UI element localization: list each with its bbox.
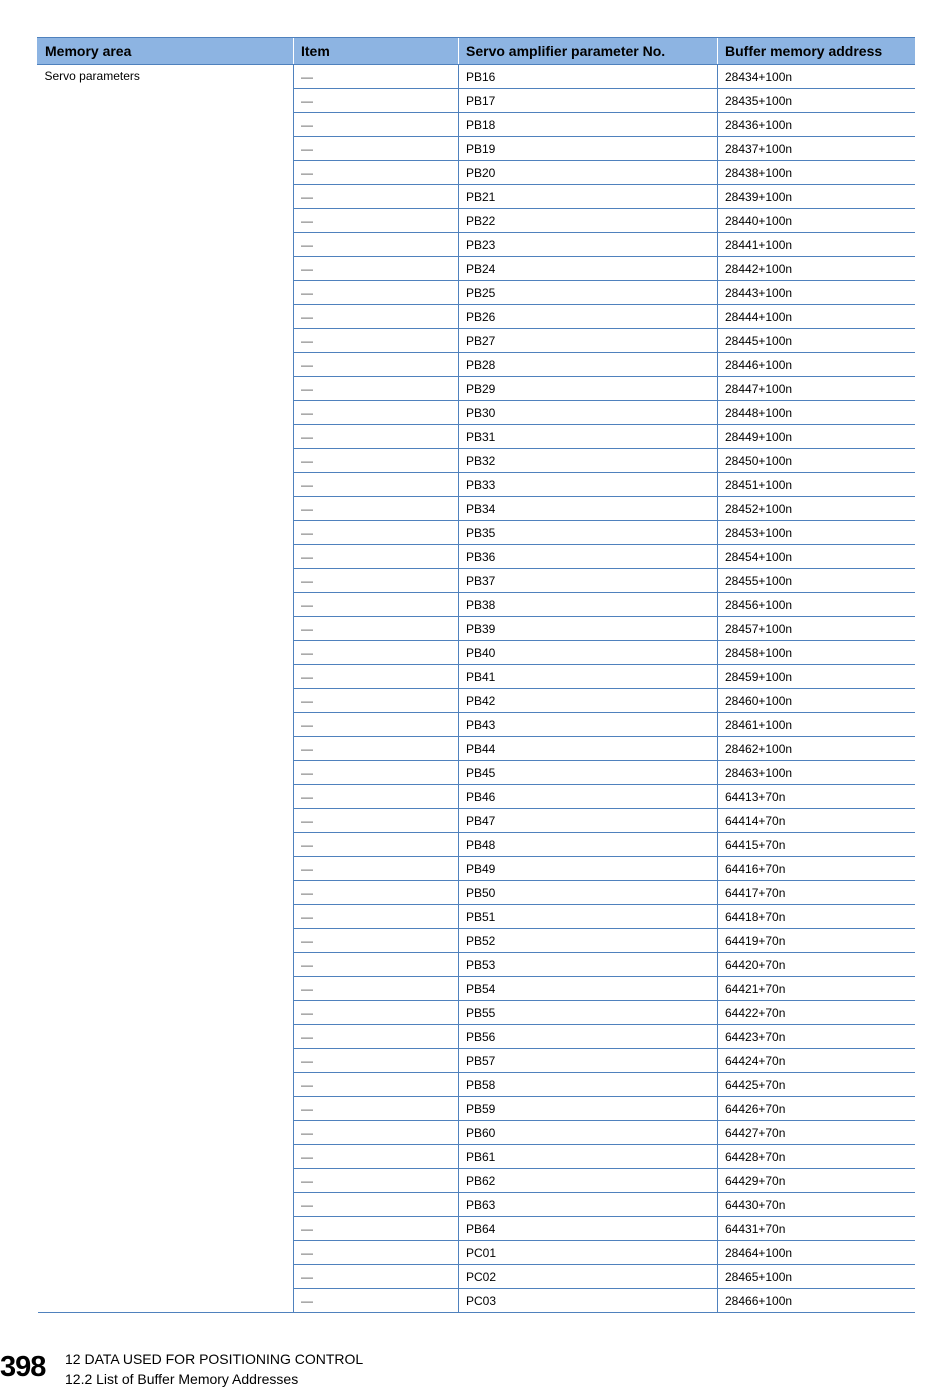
buffer-address-cell: 28459+100n — [718, 665, 915, 689]
parameter-no-cell: PB20 — [459, 161, 718, 185]
buffer-address-cell: 64417+70n — [718, 881, 915, 905]
item-cell: — — [294, 113, 459, 137]
parameter-no-cell: PB31 — [459, 425, 718, 449]
table-header-row — [38, 38, 915, 65]
buffer-memory-table — [37, 37, 915, 1313]
parameter-no-cell: PB61 — [459, 1145, 718, 1169]
parameter-no-cell: PB47 — [459, 809, 718, 833]
item-cell: — — [294, 401, 459, 425]
parameter-no-cell: PB22 — [459, 209, 718, 233]
table-row — [38, 65, 915, 89]
buffer-address-cell: 28453+100n — [718, 521, 915, 545]
item-cell: — — [294, 737, 459, 761]
parameter-no-cell: PB27 — [459, 329, 718, 353]
parameter-no-cell: PB16 — [459, 65, 718, 89]
item-cell: — — [294, 1049, 459, 1073]
item-cell: — — [294, 305, 459, 329]
item-cell: — — [294, 209, 459, 233]
item-cell: — — [294, 713, 459, 737]
buffer-address-cell: 28457+100n — [718, 617, 915, 641]
parameter-no-cell: PB40 — [459, 641, 718, 665]
parameter-no-cell: PB36 — [459, 545, 718, 569]
buffer-address-cell: 28443+100n — [718, 281, 915, 305]
parameter-no-cell: PB28 — [459, 353, 718, 377]
item-cell: — — [294, 1121, 459, 1145]
buffer-address-cell: 28456+100n — [718, 593, 915, 617]
parameter-no-cell: PB46 — [459, 785, 718, 809]
buffer-address-cell: 28434+100n — [718, 65, 915, 89]
item-cell: — — [294, 641, 459, 665]
buffer-address-cell: 28466+100n — [718, 1289, 915, 1313]
parameter-no-cell: PB58 — [459, 1073, 718, 1097]
parameter-no-cell: PB56 — [459, 1025, 718, 1049]
item-cell: — — [294, 161, 459, 185]
buffer-address-cell: 28464+100n — [718, 1241, 915, 1265]
buffer-address-cell: 64418+70n — [718, 905, 915, 929]
item-cell: — — [294, 521, 459, 545]
parameter-no-cell: PB49 — [459, 857, 718, 881]
buffer-address-cell: 28458+100n — [718, 641, 915, 665]
buffer-address-cell: 28454+100n — [718, 545, 915, 569]
buffer-address-cell: 28445+100n — [718, 329, 915, 353]
item-cell: — — [294, 497, 459, 521]
item-cell: — — [294, 617, 459, 641]
parameter-no-cell: PC03 — [459, 1289, 718, 1313]
parameter-no-cell: PB52 — [459, 929, 718, 953]
item-cell: — — [294, 569, 459, 593]
item-cell: — — [294, 329, 459, 353]
item-cell: — — [294, 809, 459, 833]
parameter-no-cell: PB53 — [459, 953, 718, 977]
parameter-no-cell: PB24 — [459, 257, 718, 281]
buffer-address-cell: 64430+70n — [718, 1193, 915, 1217]
item-cell: — — [294, 185, 459, 209]
footer-section: 12.2 List of Buffer Memory Addresses — [65, 1371, 299, 1387]
item-cell: — — [294, 761, 459, 785]
parameter-no-cell: PB26 — [459, 305, 718, 329]
parameter-no-cell: PC01 — [459, 1241, 718, 1265]
buffer-address-cell: 64416+70n — [718, 857, 915, 881]
item-cell: — — [294, 1145, 459, 1169]
page-number: 398 — [0, 1351, 46, 1383]
item-cell: — — [294, 593, 459, 617]
item-cell: — — [294, 833, 459, 857]
parameter-no-cell: PB30 — [459, 401, 718, 425]
parameter-no-cell: PB19 — [459, 137, 718, 161]
buffer-address-cell: 64419+70n — [718, 929, 915, 953]
buffer-address-cell: 28447+100n — [718, 377, 915, 401]
buffer-address-cell: 28452+100n — [718, 497, 915, 521]
item-cell: — — [294, 1169, 459, 1193]
buffer-address-cell: 28442+100n — [718, 257, 915, 281]
buffer-address-cell: 28435+100n — [718, 89, 915, 113]
table-body — [38, 65, 915, 1313]
item-cell: — — [294, 281, 459, 305]
item-cell: — — [294, 857, 459, 881]
item-cell: — — [294, 1097, 459, 1121]
parameter-no-cell: PB42 — [459, 689, 718, 713]
parameter-no-cell: PB23 — [459, 233, 718, 257]
buffer-address-cell: 64428+70n — [718, 1145, 915, 1169]
parameter-no-cell: PB63 — [459, 1193, 718, 1217]
item-cell: — — [294, 1289, 459, 1313]
item-cell: — — [294, 1025, 459, 1049]
item-cell: — — [294, 881, 459, 905]
buffer-address-cell: 64413+70n — [718, 785, 915, 809]
parameter-no-cell: PB17 — [459, 89, 718, 113]
buffer-address-cell: 64422+70n — [718, 1001, 915, 1025]
buffer-address-cell: 28465+100n — [718, 1265, 915, 1289]
parameter-no-cell: PB33 — [459, 473, 718, 497]
buffer-address-cell: 28451+100n — [718, 473, 915, 497]
buffer-address-cell: 28436+100n — [718, 113, 915, 137]
parameter-no-cell: PB50 — [459, 881, 718, 905]
parameter-no-cell: PB45 — [459, 761, 718, 785]
item-cell: — — [294, 425, 459, 449]
buffer-address-cell: 28439+100n — [718, 185, 915, 209]
buffer-address-cell: 64424+70n — [718, 1049, 915, 1073]
item-cell: — — [294, 1265, 459, 1289]
parameter-no-cell: PB32 — [459, 449, 718, 473]
item-cell: — — [294, 377, 459, 401]
buffer-address-cell: 64425+70n — [718, 1073, 915, 1097]
parameter-no-cell: PB59 — [459, 1097, 718, 1121]
header-memory-area: Memory area — [38, 38, 294, 65]
item-cell: — — [294, 1217, 459, 1241]
parameter-no-cell: PB18 — [459, 113, 718, 137]
parameter-no-cell: PB41 — [459, 665, 718, 689]
buffer-address-cell: 28441+100n — [718, 233, 915, 257]
parameter-no-cell: PB38 — [459, 593, 718, 617]
buffer-address-cell: 64426+70n — [718, 1097, 915, 1121]
parameter-no-cell: PB44 — [459, 737, 718, 761]
item-cell: — — [294, 137, 459, 161]
header-parameter-no: Servo amplifier parameter No. — [459, 38, 718, 65]
parameter-no-cell: PB48 — [459, 833, 718, 857]
buffer-address-cell: 28449+100n — [718, 425, 915, 449]
buffer-address-cell: 28444+100n — [718, 305, 915, 329]
buffer-address-cell: 28448+100n — [718, 401, 915, 425]
parameter-no-cell: PB25 — [459, 281, 718, 305]
buffer-address-cell: 64431+70n — [718, 1217, 915, 1241]
parameter-no-cell: PB51 — [459, 905, 718, 929]
item-cell: — — [294, 233, 459, 257]
buffer-address-cell: 28460+100n — [718, 689, 915, 713]
buffer-address-cell: 64421+70n — [718, 977, 915, 1001]
buffer-address-cell: 64415+70n — [718, 833, 915, 857]
buffer-address-cell: 28446+100n — [718, 353, 915, 377]
header-buffer-address: Buffer memory address — [718, 38, 915, 65]
parameter-no-cell: PB57 — [459, 1049, 718, 1073]
buffer-address-cell: 28462+100n — [718, 737, 915, 761]
buffer-address-cell: 64429+70n — [718, 1169, 915, 1193]
parameter-no-cell: PB34 — [459, 497, 718, 521]
parameter-no-cell: PB39 — [459, 617, 718, 641]
item-cell: — — [294, 1001, 459, 1025]
item-cell: — — [294, 353, 459, 377]
buffer-address-cell: 28461+100n — [718, 713, 915, 737]
buffer-address-cell: 28463+100n — [718, 761, 915, 785]
item-cell: — — [294, 89, 459, 113]
buffer-address-cell: 28440+100n — [718, 209, 915, 233]
item-cell: — — [294, 929, 459, 953]
header-item: Item — [294, 38, 459, 65]
footer-chapter: 12 DATA USED FOR POSITIONING CONTROL — [65, 1351, 364, 1367]
parameter-no-cell: PB37 — [459, 569, 718, 593]
item-cell: — — [294, 905, 459, 929]
item-cell: — — [294, 1241, 459, 1265]
parameter-no-cell: PB55 — [459, 1001, 718, 1025]
item-cell: — — [294, 953, 459, 977]
parameter-no-cell: PB43 — [459, 713, 718, 737]
item-cell: — — [294, 689, 459, 713]
item-cell: — — [294, 977, 459, 1001]
parameter-no-cell: PB60 — [459, 1121, 718, 1145]
memory-area-cell: Servo parameters — [38, 65, 294, 1313]
parameter-no-cell: PB29 — [459, 377, 718, 401]
parameter-no-cell: PB21 — [459, 185, 718, 209]
item-cell: — — [294, 473, 459, 497]
buffer-address-cell: 64427+70n — [718, 1121, 915, 1145]
item-cell: — — [294, 1193, 459, 1217]
item-cell: — — [294, 665, 459, 689]
buffer-address-cell: 64423+70n — [718, 1025, 915, 1049]
parameter-no-cell: PB54 — [459, 977, 718, 1001]
buffer-address-cell: 28437+100n — [718, 137, 915, 161]
item-cell: — — [294, 257, 459, 281]
buffer-address-cell: 28450+100n — [718, 449, 915, 473]
parameter-no-cell: PB64 — [459, 1217, 718, 1241]
item-cell: — — [294, 545, 459, 569]
item-cell: — — [294, 65, 459, 89]
buffer-address-cell: 64414+70n — [718, 809, 915, 833]
parameter-no-cell: PC02 — [459, 1265, 718, 1289]
item-cell: — — [294, 1073, 459, 1097]
buffer-address-cell: 64420+70n — [718, 953, 915, 977]
buffer-address-cell: 28438+100n — [718, 161, 915, 185]
parameter-no-cell: PB62 — [459, 1169, 718, 1193]
parameter-no-cell: PB35 — [459, 521, 718, 545]
item-cell: — — [294, 785, 459, 809]
buffer-address-cell: 28455+100n — [718, 569, 915, 593]
item-cell: — — [294, 449, 459, 473]
